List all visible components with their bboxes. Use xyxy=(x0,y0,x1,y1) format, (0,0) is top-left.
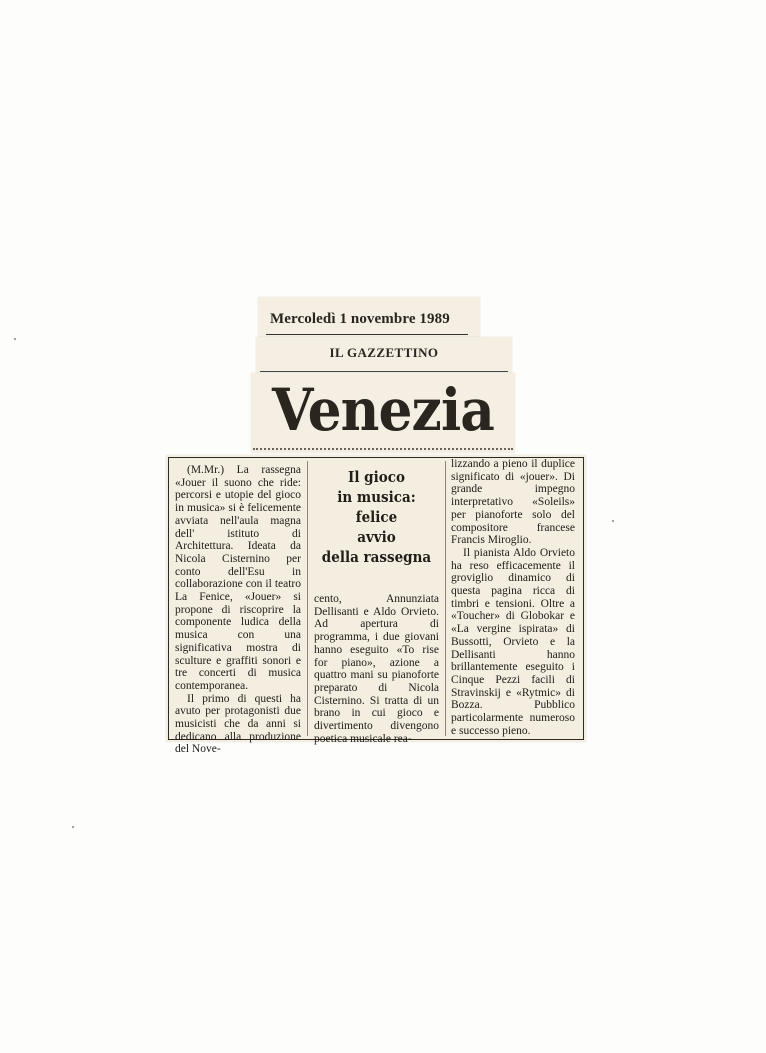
headline-line: felice xyxy=(355,508,398,526)
article-column-3 xyxy=(451,458,575,738)
newspaper-name: IL GAZZETTINO xyxy=(329,345,439,360)
masthead-rule xyxy=(260,371,508,372)
date-clipping xyxy=(258,297,480,337)
article-paragraph: cento, Annunziata Dellisanti e Aldo Orvieto. Ad apertura di programma, i due giovani hanno eseguito «To rise for piano», azione a quattro mani su pianoforte preparato di Nicola Cisternino. Si tratta di un brano in cui gioco e divertimento divengono poetica musicale rea- xyxy=(314,593,439,745)
article-column-2 xyxy=(314,593,439,745)
section-clipping xyxy=(251,373,515,453)
article-column-1 xyxy=(175,464,301,756)
article-paragraph: Il primo di questi ha avuto per protagonisti due musicisti che da anni si dedicano alla produzione del Nove- xyxy=(175,692,301,756)
column-divider xyxy=(307,461,308,736)
section-rule xyxy=(253,448,513,450)
paper-speck xyxy=(14,338,16,340)
date-rule xyxy=(266,334,468,335)
headline-line: avvio xyxy=(357,528,396,546)
headline-line: della rassegna xyxy=(321,548,432,566)
article-paragraph: (M.Mr.) La rassegna «Jouer il suono che ride: percorsi e utopie del gioco in musica» si è felicemente avviata nell'aula magna dell' istituto di Architettura. Ideata da Nicola Cisternino per conto dell'Esu in collaborazione con il teatro La Fenice, «Jouer» si propone di riscoprire la componente ludica della musica con una significativa mostra di sculture e graffiti sonori e tre concerti di musica contemporanea. xyxy=(175,464,301,692)
article-headline xyxy=(320,467,433,567)
article-paragraph: Il pianista Aldo Orvieto ha reso efficacemente il groviglio dinamico di questa pagina ricca di timbri e tensioni. Oltre a «Toucher» di Globokar e «La vergine ispirata» di Bussotti, Orvieto e la Dellisanti hanno brillantemente eseguito i Cinque Pezzi facili di Stravinskij e «Rytmic» di Bozza. Pubblico particolarmente numeroso e successo pieno. xyxy=(451,546,575,737)
section-title: Venezia xyxy=(272,376,494,444)
headline-line: in musica: xyxy=(337,488,416,506)
headline-line: Il gioco xyxy=(348,468,405,486)
masthead-clipping xyxy=(256,337,512,373)
paper-speck xyxy=(612,520,614,522)
article-paragraph: lizzando a pieno il duplice significato di «jouer». Di grande impegno interpretativo «Soleils» per pianoforte solo del compositore francese Francis Miroglio. xyxy=(451,458,575,547)
column-divider xyxy=(445,461,446,736)
publication-date: Mercoledì 1 novembre 1989 xyxy=(270,311,450,327)
article-clipping xyxy=(166,455,586,756)
paper-speck xyxy=(72,826,74,828)
